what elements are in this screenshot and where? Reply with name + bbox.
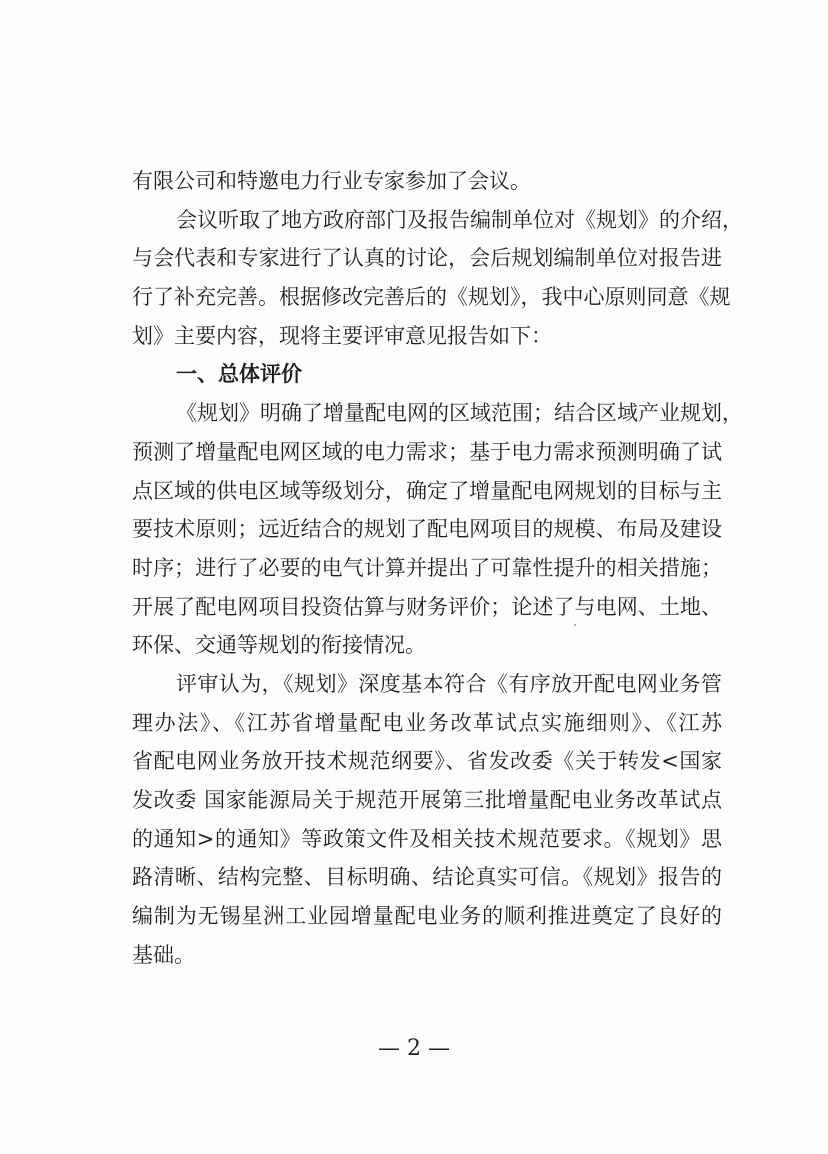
text-line: 《规划》明确了增量配电网的区域范围；结合区域产业规划，	[176, 401, 743, 426]
text-line: 路清晰、结构完整、目标明确、结论真实可信。《规划》报告的	[132, 865, 722, 890]
text-line: 环保、交通等规划的衔接情况。	[132, 633, 426, 658]
text-line: 行了补充完善。根据修改完善后的《规划》，我中心原则同意《规	[132, 285, 731, 310]
text-line: 开展了配电网项目投资估算与财务评价；论述了与电网、土地、	[132, 594, 722, 619]
text-line: 点区域的供电区域等级划分，确定了增量配电网规划的目标与主	[132, 478, 722, 503]
text-line: 基础。	[132, 942, 195, 967]
document-body	[132, 162, 743, 974]
text-line: 理办法》、《江苏省增量配电业务改革试点实施细则》、《江苏	[132, 710, 722, 735]
section-heading: 一、总体评价	[176, 362, 302, 387]
text-line: 编制为无锡星洲工业园增量配电业务的顺利推进奠定了良好的	[132, 904, 722, 929]
text-line: 评审认为，《规划》深度基本符合《有序放开配电网业务管	[176, 671, 722, 696]
text-line: 发改委 国家能源局关于规范开展第三批增量配电业务改革试点	[132, 788, 722, 812]
text-line: 预测了增量配电网区域的电力需求；基于电力需求预测明确了试	[132, 439, 722, 464]
text-line: 有限公司和特邀电力行业专家参加了会议。	[132, 169, 531, 193]
text-line: 划》主要内容，现将主要评审意见报告如下：	[132, 323, 552, 348]
text-line: 与会代表和专家进行了认真的讨论，会后规划编制单位对报告进	[132, 246, 722, 271]
text-line: 省配电网业务放开技术规范纲要》、省发改委《关于转发<国家	[132, 749, 722, 774]
text-line: 的通知>的通知》等政策文件及相关技术规范要求。《规划》思	[132, 826, 722, 851]
scan-speck	[574, 624, 576, 626]
text-line: 要技术原则；远近结合的规划了配电网项目的规模、布局及建设	[132, 517, 722, 542]
text-line: 会议听取了地方政府部门及报告编制单位对《规划》的介绍，	[176, 207, 743, 232]
text-line: 时序；进行了必要的电气计算并提出了可靠性提升的相关措施；	[132, 555, 722, 580]
page-number: — 2 —	[378, 1036, 450, 1061]
